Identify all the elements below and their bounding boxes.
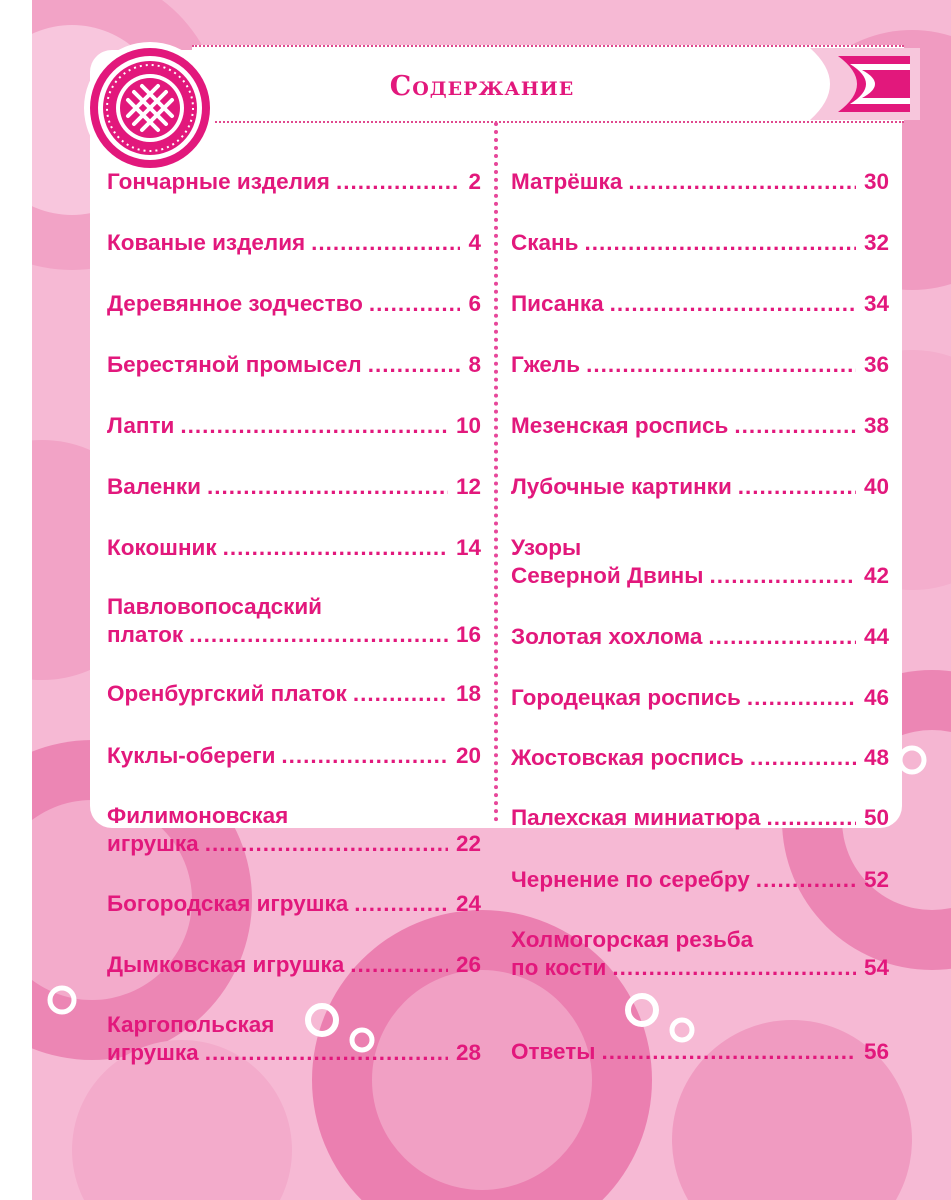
toc-page-number: 2	[468, 169, 481, 194]
toc-page-number: 4	[468, 230, 481, 255]
toc-entry-line	[107, 412, 481, 440]
toc-entry-line	[107, 802, 481, 830]
toc-page-number: 48	[863, 745, 889, 770]
toc-entry-line	[107, 168, 481, 196]
toc-entry-title: платок	[107, 622, 184, 647]
toc-entry[interactable]	[511, 684, 889, 712]
toc-page-number: 38	[863, 413, 889, 438]
toc-entry-title: Куклы-обереги	[107, 743, 276, 768]
toc-entry-line	[511, 473, 889, 501]
toc-entry[interactable]	[107, 951, 481, 979]
toc-entry-line	[511, 351, 889, 379]
toc-entry-title: Узоры	[511, 535, 582, 560]
toc-leader-dots	[586, 351, 856, 379]
toc-entry-line	[511, 623, 889, 651]
toc-entry-title: Золотая хохлома	[511, 624, 703, 649]
toc-page-number: 46	[863, 685, 889, 710]
toc-entry-title: по кости	[511, 955, 607, 980]
toc-entry[interactable]	[511, 229, 889, 257]
toc-page-number: 14	[455, 535, 481, 560]
toc-page-number: 54	[863, 955, 889, 980]
toc-entry-line	[107, 593, 481, 621]
toc-entry-line	[107, 534, 481, 562]
toc-entry[interactable]	[107, 290, 481, 318]
toc-entry[interactable]	[511, 168, 889, 196]
toc-entry-title: Кокошник	[107, 535, 217, 560]
toc-entry-line	[107, 680, 481, 708]
toc-leader-dots	[350, 951, 448, 979]
toc-page-number: 8	[468, 352, 481, 377]
toc-entry-title: Павловопосадский	[107, 594, 323, 619]
toc-entry[interactable]	[107, 168, 481, 196]
ribbon-ornament-icon	[810, 48, 920, 120]
toc-entry[interactable]	[511, 744, 889, 772]
toc-entry-line	[511, 168, 889, 196]
toc-entry[interactable]	[107, 680, 481, 708]
toc-leader-dots	[628, 168, 856, 196]
toc-leader-dots	[369, 290, 461, 318]
toc-page-number: 50	[863, 805, 889, 830]
toc-page-number: 44	[863, 624, 889, 649]
toc-entry[interactable]	[107, 534, 481, 562]
toc-entry-line	[511, 926, 889, 954]
toc-entry[interactable]	[511, 473, 889, 501]
toc-entry-line	[511, 954, 889, 982]
toc-leader-dots	[223, 534, 448, 562]
toc-page-number: 56	[863, 1039, 889, 1064]
toc-entry-line	[511, 562, 889, 590]
toc-entry[interactable]	[107, 1011, 481, 1067]
toc-leader-dots	[189, 621, 448, 649]
toc-entry[interactable]	[107, 593, 481, 649]
toc-entry-title: игрушка	[107, 831, 199, 856]
toc-entry-title: Дымковская игрушка	[107, 952, 345, 977]
toc-entry-title: Жостовская роспись	[511, 745, 744, 770]
toc-entry-line	[511, 1038, 889, 1066]
toc-page-number: 36	[863, 352, 889, 377]
toc-page-number: 34	[863, 291, 889, 316]
toc-entry[interactable]	[511, 290, 889, 318]
toc-entry-title: Ответы	[511, 1039, 596, 1064]
toc-page-number: 6	[468, 291, 481, 316]
toc-leader-dots	[709, 562, 855, 590]
toc-entry[interactable]	[107, 742, 481, 770]
toc-page-number: 18	[455, 681, 481, 706]
page-title: Содержание	[389, 71, 575, 102]
toc-entry-title: Писанка	[511, 291, 604, 316]
toc-entry[interactable]	[107, 351, 481, 379]
ornament-emblem-icon	[82, 40, 218, 176]
toc-leader-dots	[738, 473, 856, 501]
toc-entry-line	[107, 290, 481, 318]
toc-entry-title: Холмогорская резьба	[511, 927, 754, 952]
toc-entry-title: Кованые изделия	[107, 230, 306, 255]
toc-leader-dots	[336, 168, 461, 196]
toc-entry-title: Палехская миниатюра	[511, 805, 761, 830]
toc-entry-line	[511, 744, 889, 772]
toc-page-number: 26	[455, 952, 481, 977]
toc-entry-line	[511, 229, 889, 257]
toc-entry[interactable]	[107, 473, 481, 501]
toc-leader-dots	[750, 744, 856, 772]
toc-entry[interactable]	[107, 412, 481, 440]
toc-page-number: 28	[455, 1040, 481, 1065]
toc-page-number: 42	[863, 563, 889, 588]
toc-entry-title: игрушка	[107, 1040, 199, 1065]
toc-entry-line	[107, 742, 481, 770]
toc-leader-dots	[205, 1039, 448, 1067]
toc-entry-title: Богородская игрушка	[107, 891, 349, 916]
toc-entry-title: Мезенская роспись	[511, 413, 729, 438]
toc-entry-title: Матрёшка	[511, 169, 623, 194]
contents-page	[32, 0, 951, 1200]
toc-entry-title: Гжель	[511, 352, 581, 377]
toc-page-number: 24	[455, 891, 481, 916]
toc-entry-title: Гончарные изделия	[107, 169, 330, 194]
toc-entry[interactable]	[107, 229, 481, 257]
column-divider	[494, 122, 498, 822]
toc-page-number: 40	[863, 474, 889, 499]
toc-entry[interactable]	[511, 926, 889, 982]
toc-page-number: 10	[455, 413, 481, 438]
toc-page-number: 32	[863, 230, 889, 255]
toc-entry-line	[107, 1039, 481, 1067]
toc-entry-line	[107, 830, 481, 858]
toc-entry-line	[107, 473, 481, 501]
toc-entry-line	[107, 229, 481, 257]
toc-leader-dots	[610, 290, 856, 318]
toc-entry-title: Лубочные картинки	[511, 474, 732, 499]
toc-entry[interactable]	[511, 534, 889, 590]
toc-entry-title: Чернение по серебру	[511, 867, 750, 892]
toc-leader-dots	[368, 351, 461, 379]
toc-page-number: 16	[455, 622, 481, 647]
toc-entry-line	[511, 534, 889, 562]
toc-entry-line	[107, 890, 481, 918]
toc-entry-title: Валенки	[107, 474, 201, 499]
toc-leader-dots	[584, 229, 856, 257]
toc-entry-line	[511, 290, 889, 318]
toc-entry[interactable]	[511, 1038, 889, 1066]
toc-leader-dots	[708, 623, 856, 651]
toc-leader-dots	[734, 412, 856, 440]
toc-entry-line	[107, 621, 481, 649]
toc-page-number: 52	[863, 867, 889, 892]
toc-entry-line	[511, 804, 889, 832]
toc-page-number: 22	[455, 831, 481, 856]
toc-page-number: 12	[455, 474, 481, 499]
toc-leader-dots	[747, 684, 856, 712]
toc-leader-dots	[756, 866, 856, 894]
toc-entry-line	[107, 951, 481, 979]
toc-entry-line	[511, 412, 889, 440]
toc-entry-title: Лапти	[107, 413, 175, 438]
toc-entry-line	[107, 1011, 481, 1039]
toc-entry-title: Каргопольская	[107, 1012, 275, 1037]
toc-entry[interactable]	[107, 802, 481, 858]
toc-leader-dots	[602, 1038, 856, 1066]
toc-entry-title: Северной Двины	[511, 563, 704, 588]
toc-entry[interactable]	[511, 866, 889, 894]
toc-entry[interactable]	[107, 890, 481, 918]
toc-entry[interactable]	[511, 804, 889, 832]
toc-entry[interactable]	[511, 623, 889, 651]
toc-entry-line	[511, 684, 889, 712]
toc-entry-title: Берестяной промысел	[107, 352, 362, 377]
toc-entry-line	[107, 351, 481, 379]
toc-entry-title: Скань	[511, 230, 579, 255]
toc-page-number: 30	[863, 169, 889, 194]
toc-entry-title: Филимоновская	[107, 803, 289, 828]
toc-entry-title: Деревянное зодчество	[107, 291, 363, 316]
toc-page-number: 20	[455, 743, 481, 768]
toc-leader-dots	[207, 473, 448, 501]
toc-leader-dots	[354, 890, 448, 918]
toc-leader-dots	[612, 954, 856, 982]
toc-entry-line	[511, 866, 889, 894]
toc-entry[interactable]	[511, 351, 889, 379]
toc-leader-dots	[766, 804, 856, 832]
toc-entry-title: Городецкая роспись	[511, 685, 741, 710]
toc-entry-title: Оренбургский платок	[107, 681, 347, 706]
toc-leader-dots	[180, 412, 448, 440]
toc-leader-dots	[311, 229, 460, 257]
toc-leader-dots	[353, 680, 448, 708]
toc-leader-dots	[205, 830, 448, 858]
toc-entry[interactable]	[511, 412, 889, 440]
toc-leader-dots	[281, 742, 448, 770]
